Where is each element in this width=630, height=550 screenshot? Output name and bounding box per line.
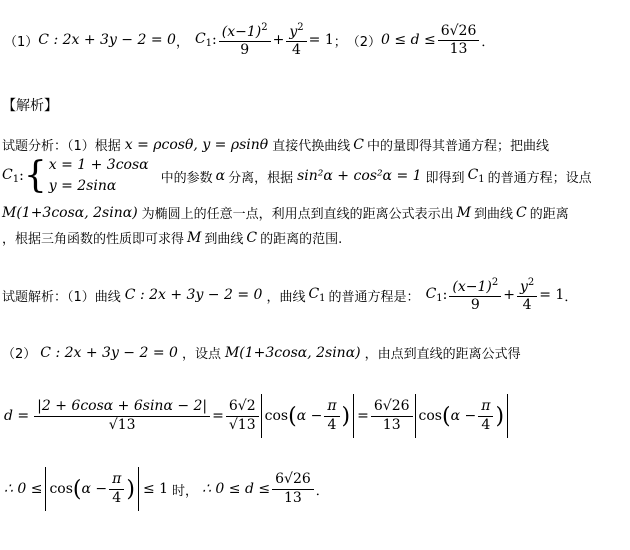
semicolon: ； xyxy=(333,34,347,50)
comma: ， xyxy=(175,34,189,50)
distance-inequality: 0 ≤ d ≤ xyxy=(381,32,436,49)
curve-c1: $C_1$ xyxy=(2,167,20,185)
solution-line-1: 试题解析：（1）曲线 C : 2x + 3y − 2 = 0 ，曲线 $C_1$ 的普通方程是： $C_1$ : $\frac{(x-1)^2}{9}$ + $\frac{y^2}{4}$ = 1 ． xyxy=(2,277,578,314)
analysis-line-3 xyxy=(2,203,569,222)
analysis-text: 到曲线 xyxy=(204,232,244,247)
analysis-text: 为椭圆上的任意一点，利用点到直线的距离公式表示出 xyxy=(141,207,454,222)
equals-one: = 1 xyxy=(539,287,565,304)
solution-text: 时， xyxy=(172,483,199,499)
fraction-y: $\frac{y^2}{4}$ xyxy=(286,22,306,59)
final-inequality: ∴ 0 ≤ d ≤ xyxy=(202,481,271,497)
curve-c: C xyxy=(353,136,364,153)
analysis-line-4 xyxy=(2,228,342,247)
analysis-line-1 xyxy=(2,135,549,154)
equals: = xyxy=(212,408,224,424)
solution-part2-label: （2） xyxy=(2,347,37,362)
analysis-text: 的普通方程；设点 xyxy=(487,170,592,186)
trig-identity: sin²α + cos²α = 1 xyxy=(297,168,422,184)
therefore-inequality: ∴ 0 ≤ xyxy=(4,481,43,497)
curve-c1: $C_1$ xyxy=(194,31,213,50)
equals-one: = 1 xyxy=(308,32,334,49)
analysis-line-2 xyxy=(2,155,592,197)
answer-line: （1） C : 2x + 3y − 2 = 0 ， $C_1$ : $\frac{(x-1)^2}{9}$ + $\frac{y^2}{4}$ = 1 ； （2） 0 ≤ d ≤ $\frac{6√26}{13}$ ． xyxy=(4,22,495,59)
fraction-x: $\frac{(x-1)^2}{9}$ xyxy=(219,22,271,59)
solution-text: ，设点 xyxy=(181,347,221,362)
point-m: M(1+3cosα, 2sinα) xyxy=(224,344,361,361)
curve-c: C xyxy=(516,204,527,221)
line-equation: C : 2x + 3y − 2 = 0 xyxy=(40,344,178,361)
solution-text: ，由点到直线的距离公式得 xyxy=(364,347,521,362)
period: ． xyxy=(481,34,495,50)
solution-text: 的普通方程是： xyxy=(328,289,420,305)
answer-line-equation: C : 2x + 3y − 2 = 0 xyxy=(38,32,176,49)
equals: = xyxy=(357,408,369,424)
final-fraction: $\frac{6√26}{13}$ xyxy=(272,472,314,506)
analysis-text: 的距离的范围. xyxy=(260,232,343,247)
analysis-text: 的距离 xyxy=(529,207,569,222)
colon: : xyxy=(442,287,448,304)
curve-c: C xyxy=(246,229,258,246)
point-m-symbol: M xyxy=(456,204,472,221)
fraction-x: $\frac{(x-1)^2}{9}$ xyxy=(449,277,501,314)
distance-fraction-2: $\frac{6√2}{√13}$ xyxy=(226,399,259,433)
point-m-symbol: M xyxy=(187,229,202,246)
point-m: M(1+3cosα, 2sinα) xyxy=(2,204,138,221)
analysis-text: 分离，根据 xyxy=(228,170,294,186)
brace: { xyxy=(23,155,47,196)
alpha: α xyxy=(215,168,226,184)
distance-fraction-3: $\frac{6√26}{13}$ xyxy=(371,399,413,433)
curve-c1: $C_1$ xyxy=(425,286,443,305)
analysis-text: 即得到 xyxy=(425,170,465,186)
analysis-text: 试题分析：（1）根据 xyxy=(2,139,121,154)
colon: : xyxy=(19,168,24,184)
abs-cos: cos ( α − $\frac{\pi}{4}$ ) xyxy=(415,394,509,438)
section-title: 【解析】 xyxy=(2,98,58,114)
distance-fraction-1: $\frac{|2 + 6\cos\alpha + 6\sin\alpha - 2|}{√13}$ xyxy=(34,399,210,433)
line-equation: C : 2x + 3y − 2 = 0 xyxy=(124,287,263,304)
d-equals: d = xyxy=(4,408,30,424)
answer-part1-label: （1） xyxy=(4,34,39,50)
le-one: ≤ 1 xyxy=(142,481,169,497)
analysis-text: 中的量即得其普通方程；把曲线 xyxy=(366,139,549,154)
conclusion-line xyxy=(4,467,329,511)
period: ． xyxy=(564,289,578,305)
curve-c1: $C_1$ xyxy=(467,167,485,185)
distance-formula xyxy=(4,394,508,438)
polar-formula: x = ρcosθ, y = ρsinθ xyxy=(124,136,269,153)
distance-max-fraction: $\frac{6√26}{13}$ xyxy=(438,24,480,58)
abs-cos: cos ( α − $\frac{\pi}{4}$ ) xyxy=(45,467,139,511)
solution-text: 试题解析：（1）曲线 xyxy=(2,289,121,305)
analysis-text: 中的参数 xyxy=(160,170,213,186)
abs-cos: cos ( α − $\frac{\pi}{4}$ ) xyxy=(261,394,355,438)
analysis-text: 直接代换曲线 xyxy=(272,139,351,154)
parametric-system: x = 1 + 3cosα y = 2sinα xyxy=(48,157,149,194)
analysis-text: 到曲线 xyxy=(474,207,514,222)
period: ． xyxy=(315,483,329,499)
colon: : xyxy=(212,32,217,49)
solution-line-2 xyxy=(2,343,521,362)
solution-text: ，曲线 xyxy=(266,289,306,305)
curve-c1: $C_1$ xyxy=(308,286,326,305)
answer-part2-label: （2） xyxy=(346,34,382,50)
analysis-text: ，根据三角函数的性质即可求得 xyxy=(2,232,185,247)
fraction-y: $\frac{y^2}{4}$ xyxy=(517,277,537,314)
